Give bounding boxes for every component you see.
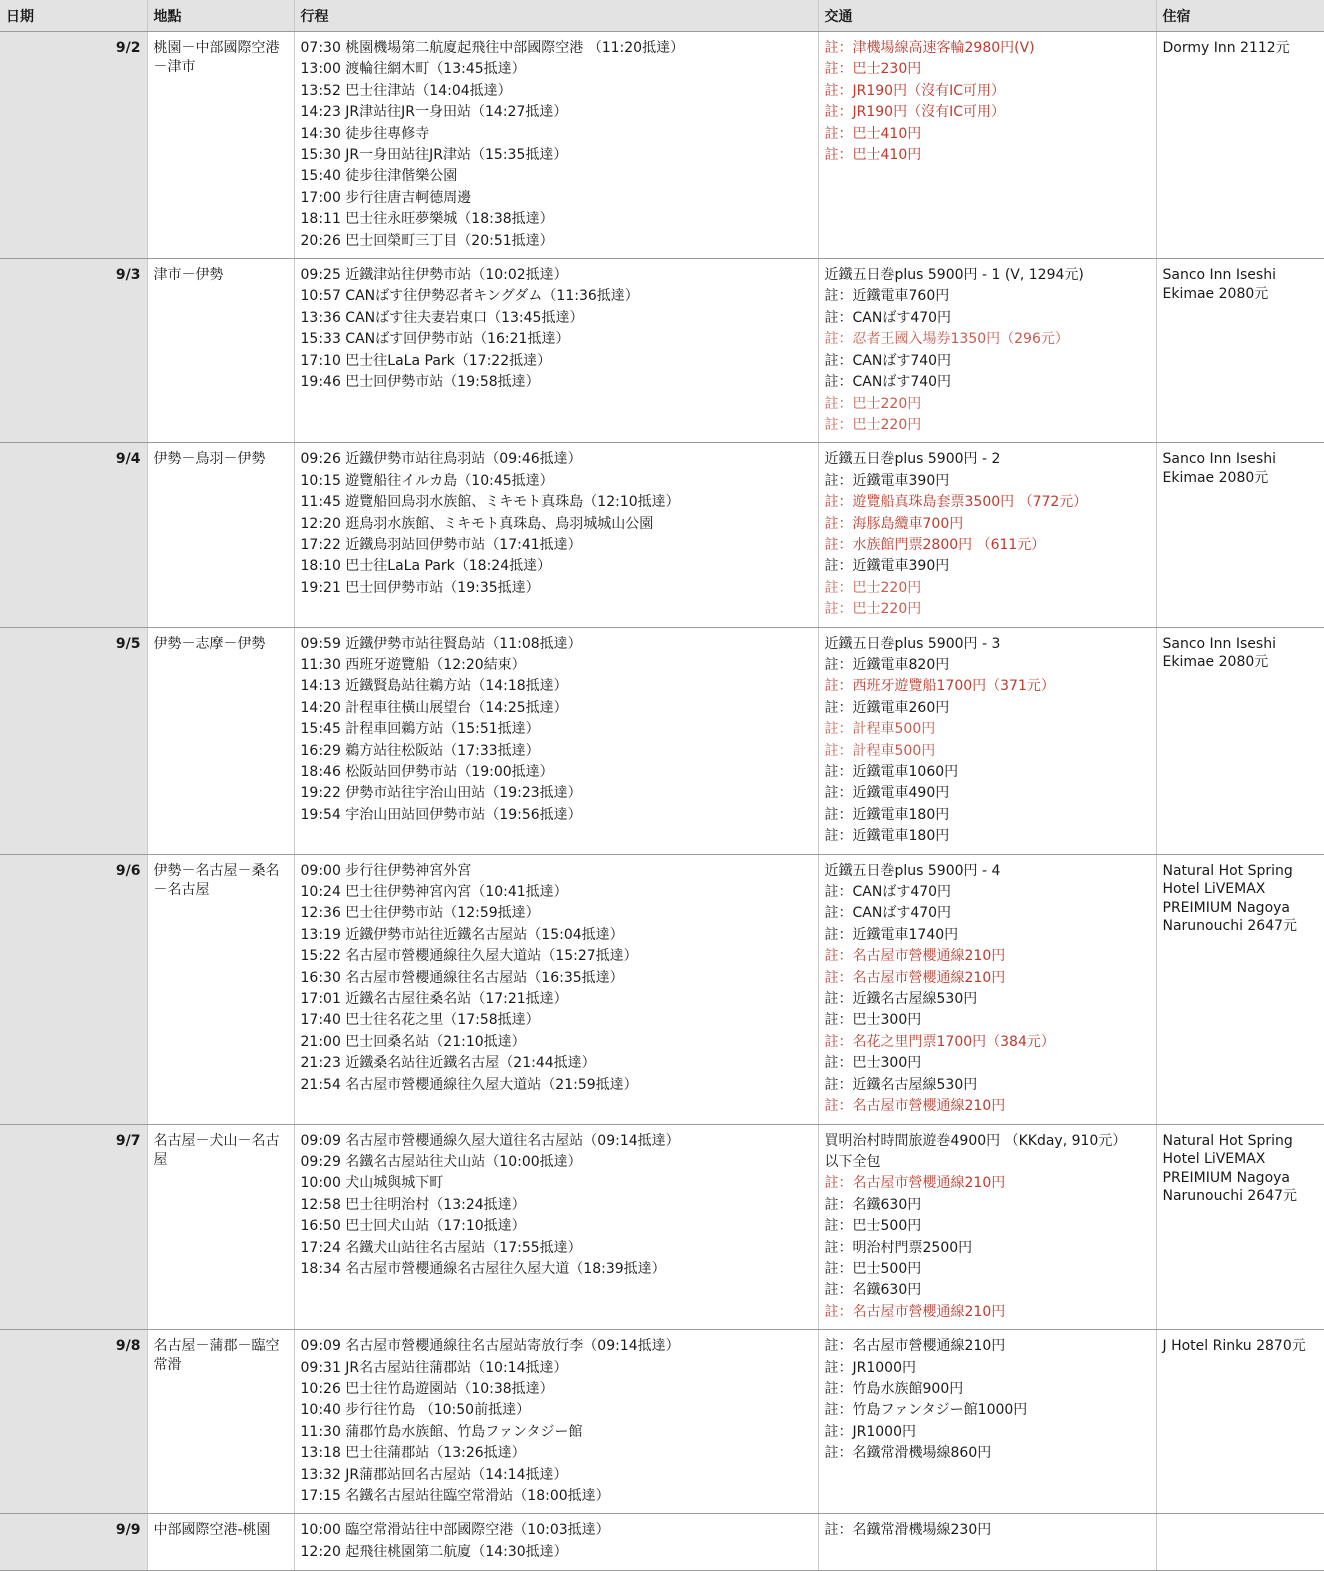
transport-note: 近鐵五日巻plus 5900円 - 1 (V, 1294元) [824, 267, 1084, 284]
transport-note: 註：JR190円（沒有IC可用） [824, 104, 1005, 121]
transport-note: 註：巴士220円 [824, 601, 922, 618]
itinerary-line: 15:30 JR一身田站往JR津站（15:35抵達） [300, 147, 568, 164]
header-itinerary[interactable]: 行程 [294, 0, 818, 32]
transport-note: 註：水族館門票2800円 （611元） [824, 536, 1046, 553]
transport-note: 買明治村時間旅遊巻4900円 （KKday, 910元） [824, 1132, 1127, 1149]
transport-cell[interactable] [818, 1330, 1156, 1514]
transport-note: 註：巴士410円 [824, 147, 922, 164]
itinerary-line: 17:00 步行往唐吉軻德周邊 [300, 189, 472, 206]
itinerary-line: 15:33 CANばす回伊勢市站（16:21抵達） [300, 331, 570, 348]
transport-note: 註：JR190円（沒有IC可用） [824, 82, 1005, 99]
table-row [0, 259, 1324, 443]
lodging-cell[interactable]: Natural Hot Spring Hotel LiVEMAX PREIMIUM Nagoya Narunouchi 2647元 [1156, 1124, 1324, 1330]
transport-note: 註：遊覽船真珠島套票3500円 （772元） [824, 494, 1088, 511]
transport-note: 註：竹島水族館900円 [824, 1380, 964, 1397]
transport-note: 註：名鐵630円 [824, 1196, 922, 1213]
transport-note: 註：名鐵常滑機場線860円 [824, 1445, 992, 1462]
table-row [0, 32, 1324, 259]
transport-note: 註：近鐵電車180円 [824, 806, 950, 823]
date-cell[interactable]: 9/6 [0, 854, 147, 1124]
transport-note: 註：計程車500円 [824, 742, 936, 759]
transport-cell[interactable] [818, 854, 1156, 1124]
table-row [0, 1514, 1324, 1571]
transport-note: 註：巴士300円 [824, 1012, 922, 1029]
itinerary-line: 09:59 近鐵伊勢市站往賢島站（11:08抵達） [300, 635, 582, 652]
itinerary-cell[interactable] [294, 259, 818, 443]
itinerary-line: 14:20 計程車往橫山展望台（14:25抵達） [300, 699, 568, 716]
transport-note: 註：巴士300円 [824, 1055, 922, 1072]
header-place[interactable]: 地點 [147, 0, 294, 32]
itinerary-line: 12:36 巴士往伊勢市站（12:59抵達） [300, 905, 540, 922]
transport-note: 註：海豚島纜車700円 [824, 515, 964, 532]
date-cell[interactable]: 9/9 [0, 1514, 147, 1571]
table-row [0, 627, 1324, 854]
header-date[interactable]: 日期 [0, 0, 147, 32]
date-cell[interactable]: 9/8 [0, 1330, 147, 1514]
transport-note: 註：近鐵電車490円 [824, 785, 950, 802]
itinerary-line: 15:22 名古屋市營櫻通線往久屋大道站（15:27抵達） [300, 948, 638, 965]
place-cell[interactable]: 名古屋－蒲郡－臨空常滑 [147, 1330, 294, 1514]
itinerary-line: 10:00 犬山城與城下町 [300, 1175, 444, 1192]
itinerary-line: 15:45 計程車回鵜方站（15:51抵達） [300, 721, 540, 738]
itinerary-line: 18:46 松阪站回伊勢市站（19:00抵達） [300, 764, 554, 780]
itinerary-line: 13:36 CANばす往夫妻岩東口（13:45抵達） [300, 309, 584, 326]
transport-note: 註：近鐵電車260円 [824, 699, 950, 716]
transport-note: 註：明治村門票2500円 [824, 1239, 973, 1256]
transport-note: 註：名古屋市營櫻通線210円 [824, 948, 1006, 965]
transport-cell[interactable] [818, 1124, 1156, 1330]
transport-note: 註：巴士220円 [824, 416, 922, 433]
transport-note: 註：巴士410円 [824, 125, 922, 142]
header-row [0, 0, 1324, 32]
date-cell[interactable]: 9/2 [0, 32, 147, 259]
itinerary-line: 10:15 遊覽船往イルカ島（10:45抵達） [300, 472, 554, 489]
transport-note: 以下全包 [824, 1153, 881, 1170]
itinerary-line: 17:15 名鐵名古屋站往臨空常滑站（18:00抵達） [300, 1488, 610, 1504]
itinerary-line: 17:10 巴士往LaLa Park（17:22抵達） [300, 352, 552, 369]
transport-cell[interactable] [818, 259, 1156, 443]
transport-note: 註：近鐵電車1060円 [824, 764, 959, 780]
transport-note: 註：竹島ファンタジー館1000円 [824, 1402, 1028, 1419]
transport-note: 註：名古屋市營櫻通線210円 [824, 1338, 1006, 1355]
transport-cell[interactable] [818, 443, 1156, 627]
transport-note: 註：巴士220円 [824, 395, 922, 412]
itinerary-cell[interactable] [294, 627, 818, 854]
itinerary-line: 12:20 起飛往桃園第二航廈（14:30抵達） [300, 1543, 568, 1560]
itinerary-line: 19:54 宇治山田站回伊勢市站（19:56抵達） [300, 806, 582, 823]
transport-note: 註：近鐵電車1740円 [824, 926, 959, 943]
transport-note: 註：名古屋市營櫻通線210円 [824, 1303, 1006, 1320]
itinerary-line: 14:13 近鐵賢島站往鵜方站（14:18抵達） [300, 678, 568, 695]
transport-note: 註：忍者王國入場券1350円（296元） [824, 331, 1069, 348]
itinerary-line: 11:30 蒲郡竹島水族館、竹島ファンタジー館 [300, 1423, 583, 1440]
itinerary-line: 14:23 JR津站往JR一身田站（14:27抵達） [300, 104, 568, 121]
transport-note: 註：巴士500円 [824, 1260, 922, 1277]
itinerary-line: 17:40 巴士往名花之里（17:58抵達） [300, 1012, 540, 1029]
itinerary-cell[interactable] [294, 1330, 818, 1514]
itinerary-line: 16:30 名古屋市營櫻通線往名古屋站（16:35抵達） [300, 969, 624, 986]
transport-note: 註：CANばす740円 [824, 374, 952, 391]
itinerary-cell[interactable] [294, 1514, 818, 1571]
header-transport[interactable]: 交通 [818, 0, 1156, 32]
place-cell[interactable]: 中部國際空港-桃園 [147, 1514, 294, 1571]
date-cell[interactable]: 9/4 [0, 443, 147, 627]
transport-note: 註：巴士500円 [824, 1218, 922, 1235]
itinerary-line: 11:45 遊覽船回鳥羽水族館、ミキモト真珠島（12:10抵達） [300, 494, 680, 511]
lodging-cell[interactable]: Dormy Inn 2112元 [1156, 32, 1324, 259]
itinerary-line: 10:00 臨空常滑站往中部國際空港（10:03抵達） [300, 1522, 610, 1539]
table-row [0, 443, 1324, 627]
itinerary-line: 19:46 巴士回伊勢市站（19:58抵達） [300, 374, 540, 391]
date-cell[interactable]: 9/3 [0, 259, 147, 443]
itinerary-line: 12:20 逛鳥羽水族館、ミキモト真珠島、鳥羽城城山公園 [300, 515, 654, 532]
itinerary-line: 13:52 巴士往津站（14:04抵達） [300, 82, 512, 99]
itinerary-cell[interactable] [294, 32, 818, 259]
itinerary-line: 18:10 巴士往LaLa Park（18:24抵達） [300, 558, 552, 575]
itinerary-line: 11:30 西班牙遊覽船（12:20結束） [300, 656, 526, 673]
table-row [0, 854, 1324, 1124]
place-cell[interactable]: 桃園－中部國際空港－津市 [147, 32, 294, 259]
transport-note: 近鐵五日巻plus 5900円 - 3 [824, 635, 1001, 652]
itinerary-line: 09:09 名古屋市營櫻通線久屋大道往名古屋站（09:14抵達） [300, 1132, 680, 1149]
itinerary-line: 21:00 巴士回桑名站（21:10抵達） [300, 1033, 526, 1050]
transport-note: 註：計程車500円 [824, 721, 936, 738]
transport-note: 註：JR1000円 [824, 1359, 916, 1376]
transport-note: 註：西班牙遊覽船1700円（371元） [824, 678, 1055, 695]
transport-note: 註：名古屋市營櫻通線210円 [824, 1175, 1006, 1192]
transport-note: 註：近鐵電車820円 [824, 656, 950, 673]
itinerary-line: 13:19 近鐵伊勢市站往近鐵名古屋站（15:04抵達） [300, 926, 624, 943]
place-cell[interactable]: 名古屋－犬山－名古屋 [147, 1124, 294, 1330]
itinerary-cell[interactable] [294, 1124, 818, 1330]
transport-note: 註：近鐵電車390円 [824, 558, 950, 575]
itinerary-line: 09:25 近鐵津站往伊勢市站（10:02抵達） [300, 267, 568, 284]
lodging-cell[interactable]: Sanco Inn Iseshi Ekimae 2080元 [1156, 259, 1324, 443]
itinerary-line: 17:01 近鐵名古屋往桑名站（17:21抵達） [300, 991, 568, 1008]
itinerary-line: 10:24 巴士往伊勢神宮內宮（10:41抵達） [300, 884, 568, 901]
transport-note: 註：CANばす470円 [824, 905, 952, 922]
transport-note: 註：近鐵電車390円 [824, 472, 950, 489]
transport-note: 註：CANばす740円 [824, 352, 952, 369]
itinerary-line: 13:00 渡輪往網木町（13:45抵達） [300, 61, 526, 78]
transport-note: 註：CANばす470円 [824, 309, 952, 326]
transport-cell[interactable] [818, 32, 1156, 259]
transport-note: 註：巴士230円 [824, 61, 922, 78]
itinerary-line: 12:58 巴士往明治村（13:24抵達） [300, 1196, 526, 1213]
itinerary-cell[interactable] [294, 443, 818, 627]
transport-note: 近鐵五日巻plus 5900円 - 2 [824, 451, 1001, 468]
table-row [0, 1124, 1324, 1330]
transport-note: 註：名花之里門票1700円（384元） [824, 1033, 1055, 1050]
itinerary-cell[interactable] [294, 854, 818, 1124]
transport-note: 註：近鐵電車180円 [824, 828, 950, 845]
itinerary-line: 16:50 巴士回犬山站（17:10抵達） [300, 1218, 526, 1235]
lodging-cell[interactable]: Sanco Inn Iseshi Ekimae 2080元 [1156, 627, 1324, 854]
itinerary-line: 09:31 JR名古屋站往蒲郡站（10:14抵達） [300, 1359, 568, 1376]
lodging-cell[interactable]: J Hotel Rinku 2870元 [1156, 1330, 1324, 1514]
date-cell[interactable]: 9/5 [0, 627, 147, 854]
transport-cell[interactable] [818, 1514, 1156, 1571]
itinerary-line: 10:26 巴士往竹島遊園站（10:38抵達） [300, 1380, 554, 1397]
itinerary-line: 13:32 JR蒲郡站回名古屋站（14:14抵達） [300, 1466, 568, 1483]
transport-note: 註：名古屋市營櫻通線210円 [824, 969, 1006, 986]
itinerary-line: 13:18 巴士往蒲郡站（13:26抵達） [300, 1445, 526, 1462]
date-cell[interactable]: 9/7 [0, 1124, 147, 1330]
itinerary-line: 09:26 近鐵伊勢市站往鳥羽站（09:46抵達） [300, 451, 582, 468]
transport-note: 註：近鐵電車760円 [824, 288, 950, 305]
itinerary-line: 21:23 近鐵桑名站往近鐵名古屋（21:44抵達） [300, 1055, 596, 1072]
itinerary-line: 07:30 桃園機場第二航廈起飛往中部國際空港 （11:20抵達） [300, 40, 685, 56]
itinerary-line: 18:34 名古屋市營櫻通線名古屋往久屋大道（18:39抵達） [300, 1260, 666, 1277]
transport-note: 註：近鐵名古屋線530円 [824, 991, 978, 1008]
transport-note: 註：名古屋市營櫻通線210円 [824, 1098, 1006, 1115]
place-cell[interactable]: 伊勢－志摩－伊勢 [147, 627, 294, 854]
transport-note: 近鐵五日巻plus 5900円 - 4 [824, 862, 1001, 879]
itinerary-line: 21:54 名古屋市營櫻通線往久屋大道站（21:59抵達） [300, 1076, 638, 1093]
transport-note: 註：名鐵630円 [824, 1282, 922, 1299]
itinerary-line: 16:29 鵜方站往松阪站（17:33抵達） [300, 742, 540, 759]
itinerary-line: 19:21 巴士回伊勢市站（19:35抵達） [300, 579, 540, 596]
itinerary-line: 09:29 名鐵名古屋站往犬山站（10:00抵達） [300, 1153, 582, 1170]
transport-note: 註：近鐵名古屋線530円 [824, 1076, 978, 1093]
transport-note: 註：JR1000円 [824, 1423, 916, 1440]
transport-note: 註：津機場線高速客輪2980円(V) [824, 40, 1035, 56]
itinerary-line: 10:57 CANばす往伊勢忍者キングダム（11:36抵達） [300, 288, 639, 305]
itinerary-line: 17:22 近鐵鳥羽站回伊勢市站（17:41抵達） [300, 536, 582, 553]
itinerary-line: 09:00 步行往伊勢神宮外宮 [300, 862, 472, 879]
transport-cell[interactable] [818, 627, 1156, 854]
transport-note: 註：CANばす470円 [824, 884, 952, 901]
itinerary-line: 19:22 伊勢市站往宇治山田站（19:23抵達） [300, 785, 582, 802]
place-cell[interactable]: 伊勢－鳥羽－伊勢 [147, 443, 294, 627]
itinerary-line: 20:26 巴士回榮町三丁目（20:51抵達） [300, 232, 554, 249]
lodging-cell[interactable]: Sanco Inn Iseshi Ekimae 2080元 [1156, 443, 1324, 627]
lodging-cell[interactable] [1156, 1514, 1324, 1571]
table-row [0, 1330, 1324, 1514]
transport-note: 註：巴士220円 [824, 579, 922, 596]
transport-note: 註：名鐵常滑機場線230円 [824, 1522, 992, 1539]
header-lodging[interactable]: 住宿 [1156, 0, 1324, 32]
itinerary-line: 17:24 名鐵犬山站往名古屋站（17:55抵達） [300, 1239, 582, 1256]
itinerary-line: 15:40 徒步往津偕樂公園 [300, 168, 458, 185]
place-cell[interactable]: 伊勢－名古屋－桑名－名古屋 [147, 854, 294, 1124]
place-cell[interactable]: 津市－伊勢 [147, 259, 294, 443]
itinerary-line: 18:11 巴士往永旺夢樂城（18:38抵達） [300, 211, 554, 228]
itinerary-line: 10:40 步行往竹島 （10:50前抵達） [300, 1402, 531, 1419]
lodging-cell[interactable]: Natural Hot Spring Hotel LiVEMAX PREIMIUM Nagoya Narunouchi 2647元 [1156, 854, 1324, 1124]
itinerary-line: 14:30 徒步往專修寺 [300, 125, 430, 142]
itinerary-line: 09:09 名古屋市營櫻通線往名古屋站寄放行李（09:14抵達） [300, 1338, 680, 1355]
